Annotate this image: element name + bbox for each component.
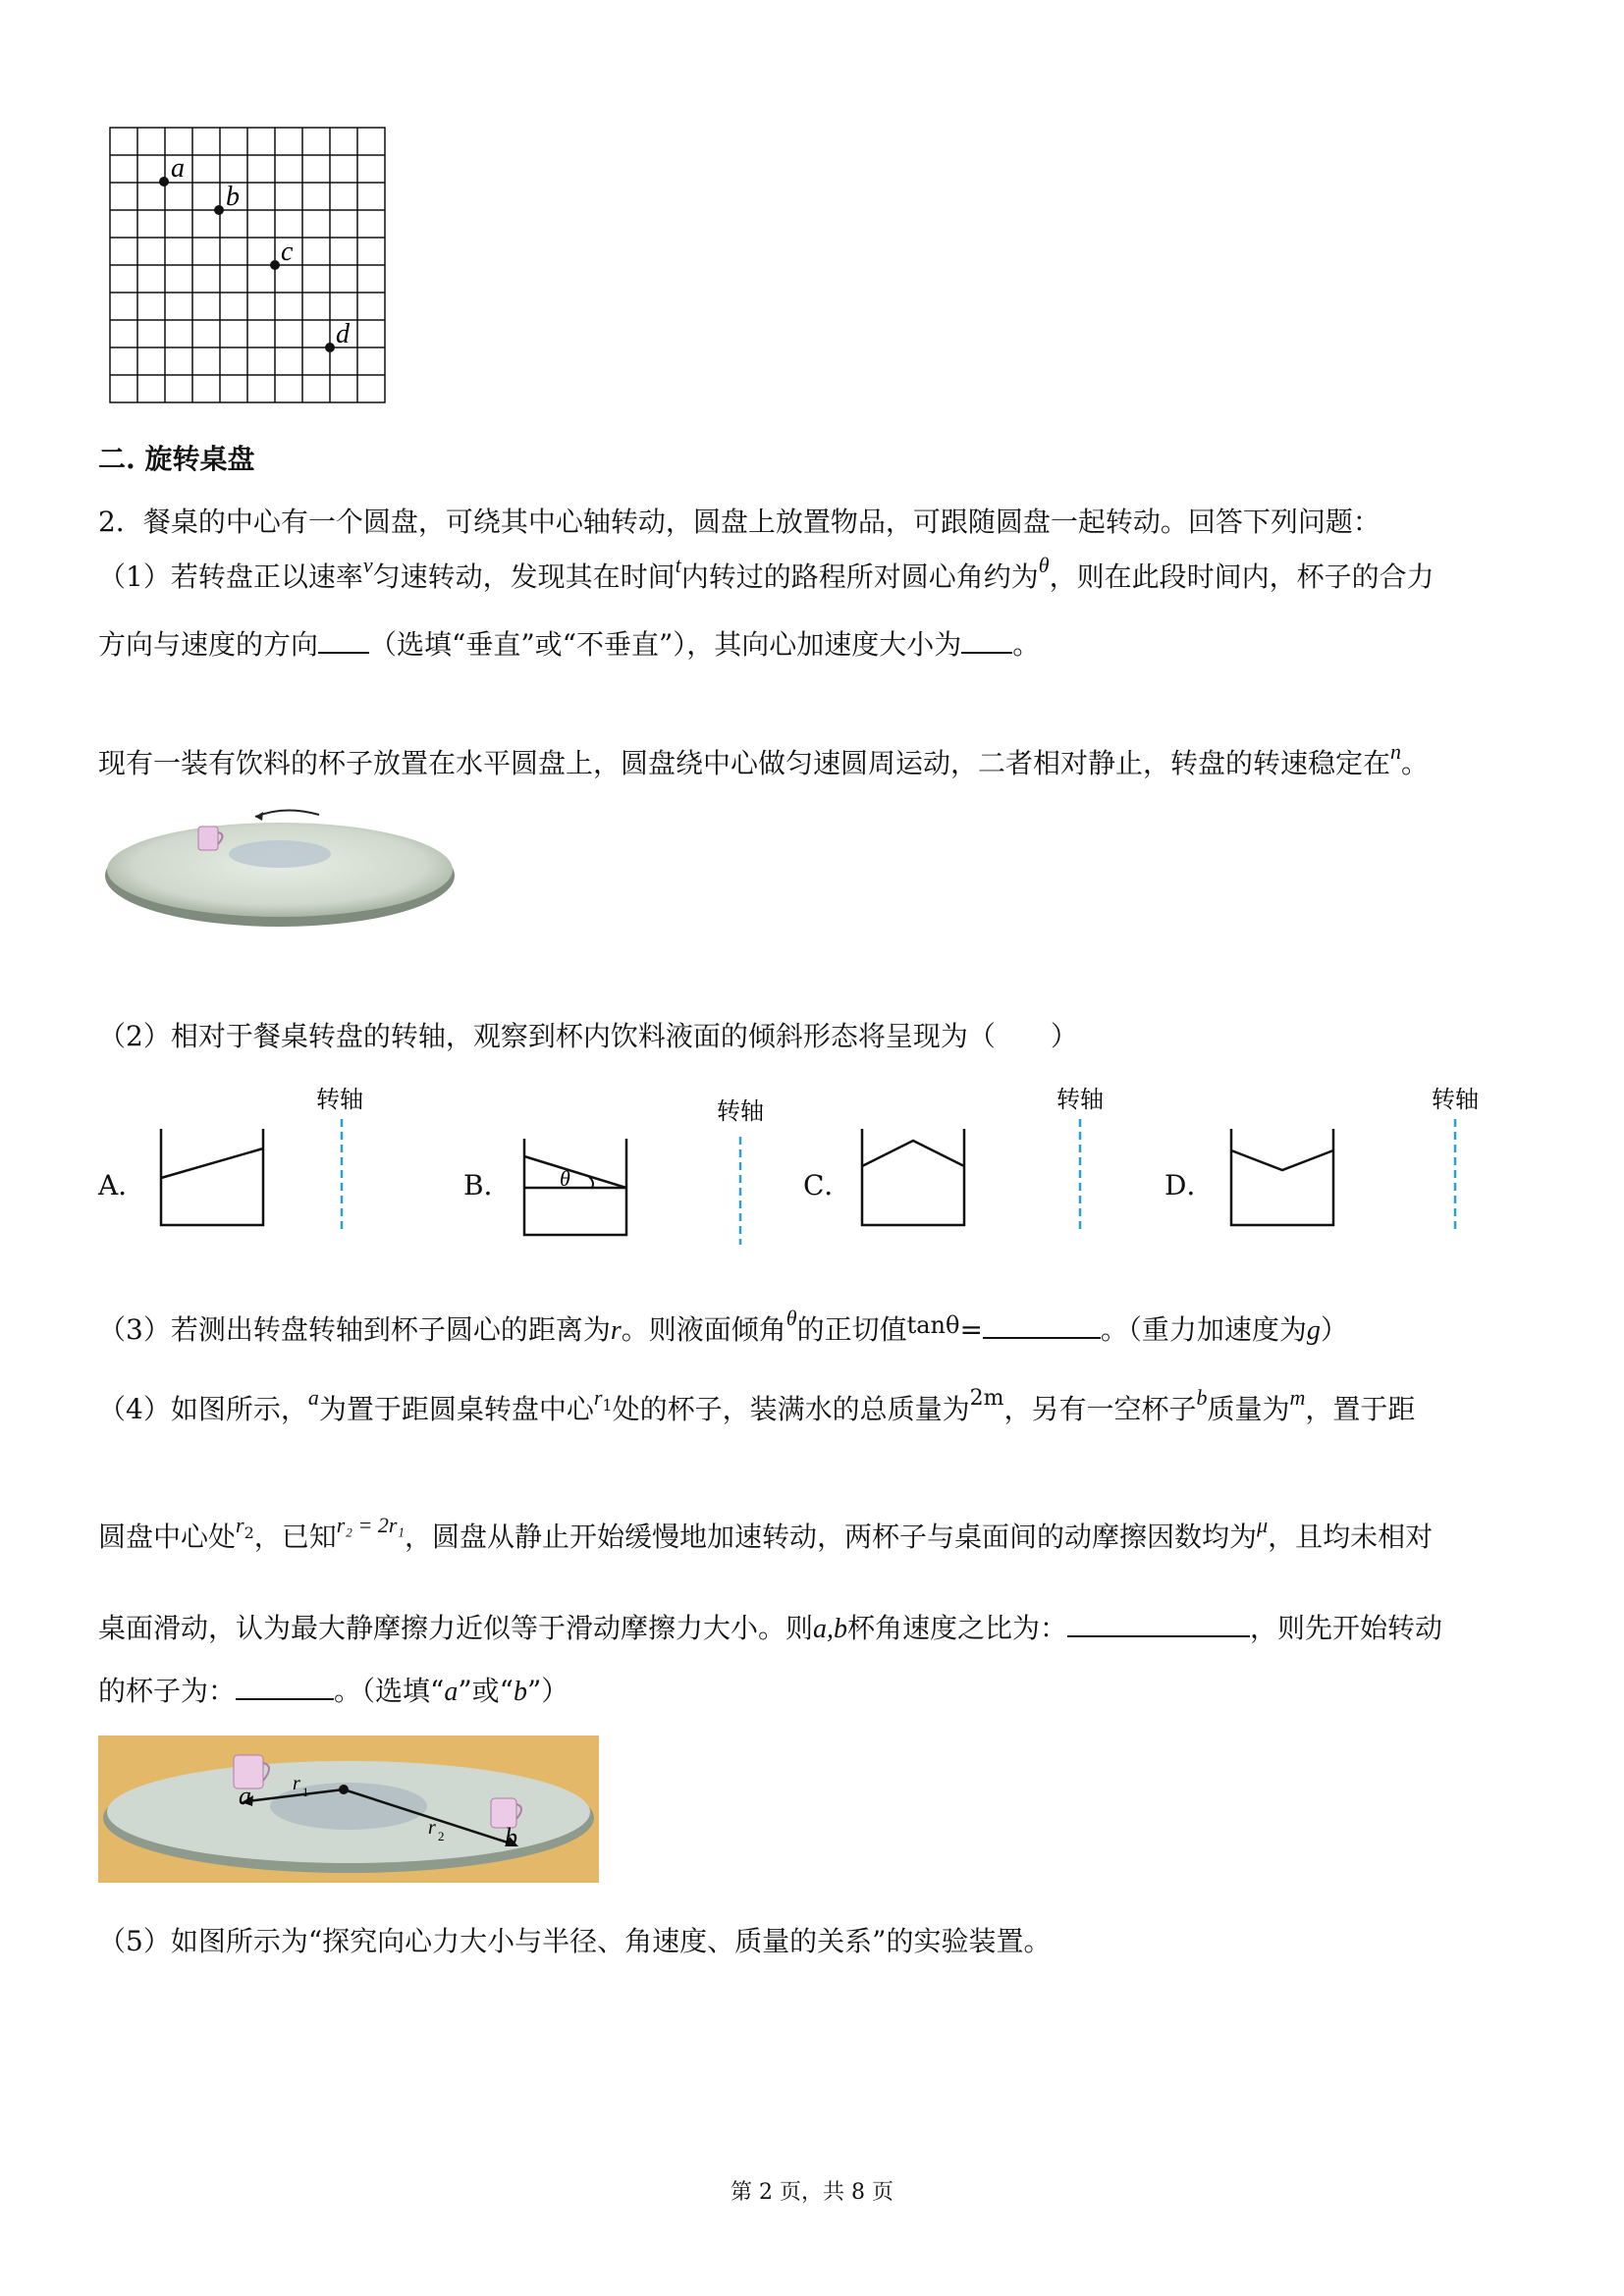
question-2-intro: 2．餐桌的中心有一个圆盘，可绕其中心轴转动，圆盘上放置物品，可跟随圆盘一起转动。回答下列问题： bbox=[98, 506, 1380, 538]
grid-label-d: d bbox=[336, 319, 350, 349]
photo-label-r2-sub: 2 bbox=[438, 1829, 445, 1843]
option-b-label[interactable]: B． bbox=[463, 1169, 512, 1201]
option-d-diagram[interactable] bbox=[1227, 1080, 1479, 1237]
axis-label: 转轴 bbox=[1432, 1086, 1479, 1113]
grid-dot-d bbox=[325, 343, 335, 352]
grid-label-b: b bbox=[226, 182, 240, 212]
question-2-5: （5）如图所示为“探究向心力大小与半径、角速度、质量的关系”的实验装置。 bbox=[98, 1925, 1052, 1957]
grid-label-c: c bbox=[281, 237, 294, 267]
question-2-1-line1: （1）若转盘正以速率$^v$匀速转动，发现其在时间$^t$内转过的路程所对圆心角约为$^\theta$，则在此段时间内，杯子的合力 bbox=[98, 553, 1435, 593]
page-footer: 第 2 页，共 8 页 bbox=[731, 2180, 893, 2205]
answer-blank[interactable] bbox=[318, 624, 369, 654]
option-a-label[interactable]: A． bbox=[98, 1169, 146, 1201]
question-2-3: （3）若测出转盘转轴到杯子圆心的距离为r。则液面倾角$^\theta$的正切值tanθ= 。（重力加速度为g） bbox=[98, 1306, 1348, 1346]
option-b-diagram[interactable] bbox=[520, 1080, 766, 1247]
axis-label: 转轴 bbox=[1056, 1086, 1104, 1113]
grid-dot-a bbox=[159, 177, 169, 187]
cup-description: 现有一装有饮料的杯子放置在水平圆盘上，圆盘绕中心做匀速圆周运动，二者相对静止，转盘的转速稳定在$^n$。 bbox=[98, 739, 1430, 779]
option-c-diagram[interactable] bbox=[858, 1080, 1104, 1237]
option-d-label[interactable]: D． bbox=[1164, 1169, 1215, 1201]
photo-label-a: a bbox=[239, 1782, 251, 1810]
photo-label-r1-sub: 1 bbox=[302, 1785, 309, 1799]
angle-label: θ bbox=[560, 1166, 570, 1191]
answer-blank[interactable] bbox=[1067, 1608, 1250, 1637]
axis-label: 转轴 bbox=[316, 1086, 363, 1113]
question-2-4-line4: 的杯子为： 。（选填“a”或“b”） bbox=[98, 1671, 568, 1712]
option-a-diagram[interactable] bbox=[157, 1080, 373, 1237]
turntable-photo bbox=[98, 795, 461, 937]
turntable-cups-photo bbox=[98, 1735, 599, 1883]
grid-dot-b bbox=[214, 205, 224, 215]
section-title: 二. 旋转桌盘 bbox=[98, 443, 255, 475]
grid-label-a: a bbox=[171, 153, 185, 184]
photo-label-b: b bbox=[505, 1823, 517, 1851]
photo-label-r2: r bbox=[428, 1817, 436, 1839]
question-2-2: （2）相对于餐桌转盘的转轴，观察到杯内饮料液面的倾斜形态将呈现为（ ） bbox=[98, 1020, 1078, 1052]
question-2-4-line3: 桌面滑动，认为最大静摩擦力近似等于滑动摩擦力大小。则a,b杯角速度之比为： ，则先开始转动 bbox=[98, 1608, 1442, 1649]
question-2-4-line2: 圆盘中心处$^{r2}$，已知$^{r_2 = 2r_1}$，圆盘从静止开始缓慢地加速转动，两杯子与桌面间的动摩擦因数均为$^\mu$，且均未相对 bbox=[98, 1513, 1434, 1553]
grid-dot-c bbox=[270, 260, 280, 270]
axis-label: 转轴 bbox=[717, 1097, 764, 1125]
question-2-1-line2: 方向与速度的方向 （选填“垂直”或“不垂直”），其向心加速度大小为 。 bbox=[98, 624, 1040, 665]
answer-blank[interactable] bbox=[961, 624, 1012, 654]
option-c-label[interactable]: C． bbox=[803, 1169, 852, 1201]
photo-label-r1: r bbox=[293, 1773, 300, 1794]
answer-blank[interactable] bbox=[983, 1309, 1101, 1339]
dot-grid-figure bbox=[108, 126, 393, 410]
answer-blank[interactable] bbox=[236, 1671, 334, 1700]
question-2-4-line1: （4）如图所示，$^a$为置于距圆桌转盘中心$^{r1}$处的杯子，装满水的总质量为$^{2m}$，另有一空杯子$^b$质量为$^m$，置于距 bbox=[98, 1385, 1416, 1425]
